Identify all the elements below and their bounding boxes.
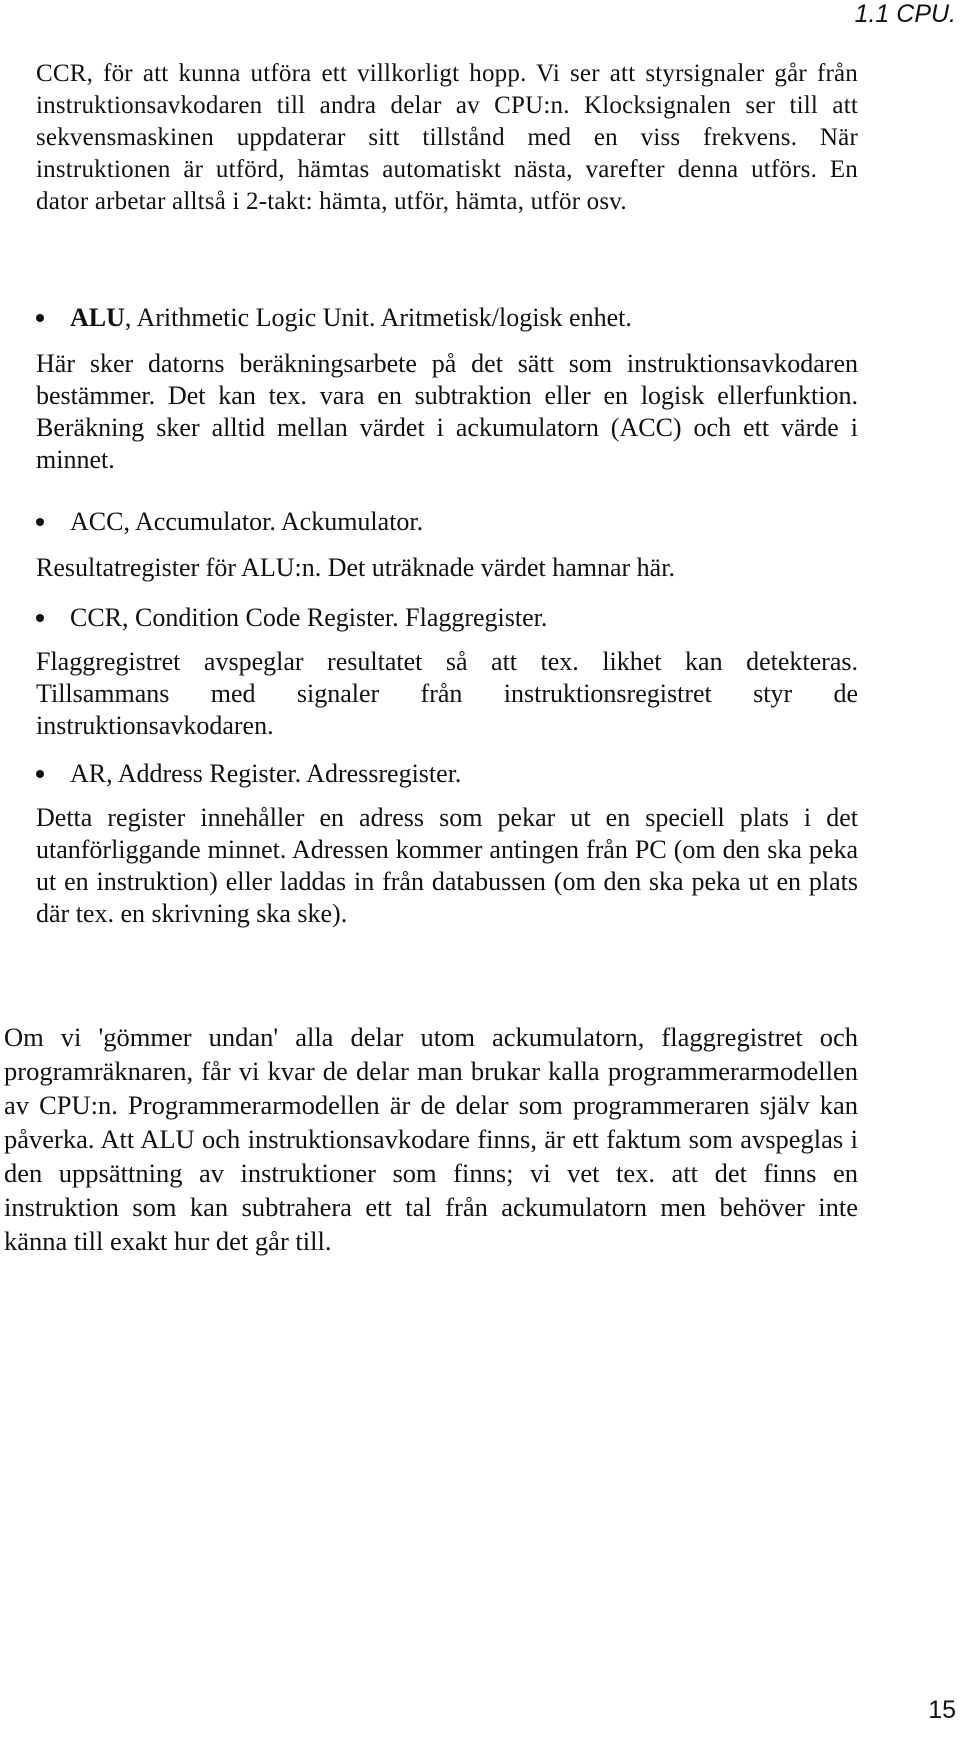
- list-item-acc: [36, 506, 858, 538]
- alu-description: Här sker datorns beräkningsarbete på det sätt som instruktionsavkodaren bestämmer. Det kan tex. vara en subtraktion eller en logisk ellerfunktion. Beräkning sker alltid mellan värdet i ackumulatorn (ACC) och ett värde i minnet.: [36, 349, 858, 474]
- term-abbreviation: AR: [70, 759, 107, 788]
- running-header: 1.1 CPU.: [854, 0, 956, 28]
- list-item-heading: [70, 302, 632, 334]
- bullet-icon: [36, 518, 44, 526]
- bullet-icon: [36, 770, 44, 778]
- ccr-description: Flaggregistret avspeglar resultatet så att tex. likhet kan detekteras. Tillsammans med signaler från instruktionsregistret styr de instruktionsavkodaren.: [36, 647, 858, 740]
- page-number: 15: [928, 1696, 956, 1724]
- list-item-heading: [70, 602, 547, 634]
- closing-paragraph: Om vi 'gömmer undan' alla delar utom ackumulatorn, flaggregistret och programräknaren, får vi kvar de delar man brukar kalla programmerarmodellen av CPU:n. Programmerarmodellen är de delar som programmeraren själv kan påverka. Att ALU och instruktionsavkodare finns, är ett faktum som avspeglas i den uppsättning av instruktioner som finns; vi vet tex. att det finns en instruktion som kan subtrahera ett tal från ackumulatorn men behöver inte känna till exakt hur det går till.: [4, 1022, 858, 1256]
- intro-paragraph: CCR, för att kunna utföra ett villkorligt hopp. Vi ser att styrsignaler går från instruktionsavkodaren till andra delar av CPU:n. Klocksignalen ser till att sekvensmaskinen uppdaterar sitt tillstånd med en viss frekvens. När instruktionen är utförd, hämtas automatiskt nästa, varefter denna utförs. En dator arbetar alltså i 2-takt: hämta, utför, hämta, utför osv.: [36, 60, 858, 215]
- list-item-heading: [70, 506, 423, 538]
- bullet-icon: [36, 314, 44, 322]
- term-title: , Accumulator. Ackumulator.: [123, 507, 424, 536]
- term-abbreviation: CCR: [70, 603, 123, 632]
- list-item-alu: [36, 302, 858, 334]
- list-item-ar: [36, 758, 858, 790]
- term-abbreviation: ACC: [70, 507, 124, 536]
- list-item-ccr: [36, 602, 858, 634]
- term-abbreviation: ALU: [70, 303, 125, 332]
- ar-description: Detta register innehåller en adress som pekar ut en speciell plats i det utanförliggande minnet. Adressen kommer antingen från PC (om den ska peka ut en instruktion) eller laddas in från databussen (om den ska peka ut en plats där tex. en skrivning ska ske).: [36, 803, 858, 928]
- acc-description: Resultatregister för ALU:n. Det uträknade värdet hamnar här.: [36, 553, 675, 582]
- term-title: , Condition Code Register. Flaggregister.: [122, 603, 548, 632]
- list-item-heading: [70, 758, 461, 790]
- bullet-icon: [36, 614, 44, 622]
- term-title: , Arithmetic Logic Unit. Aritmetisk/logisk enhet.: [124, 303, 632, 332]
- term-title: , Address Register. Adressregister.: [106, 759, 462, 788]
